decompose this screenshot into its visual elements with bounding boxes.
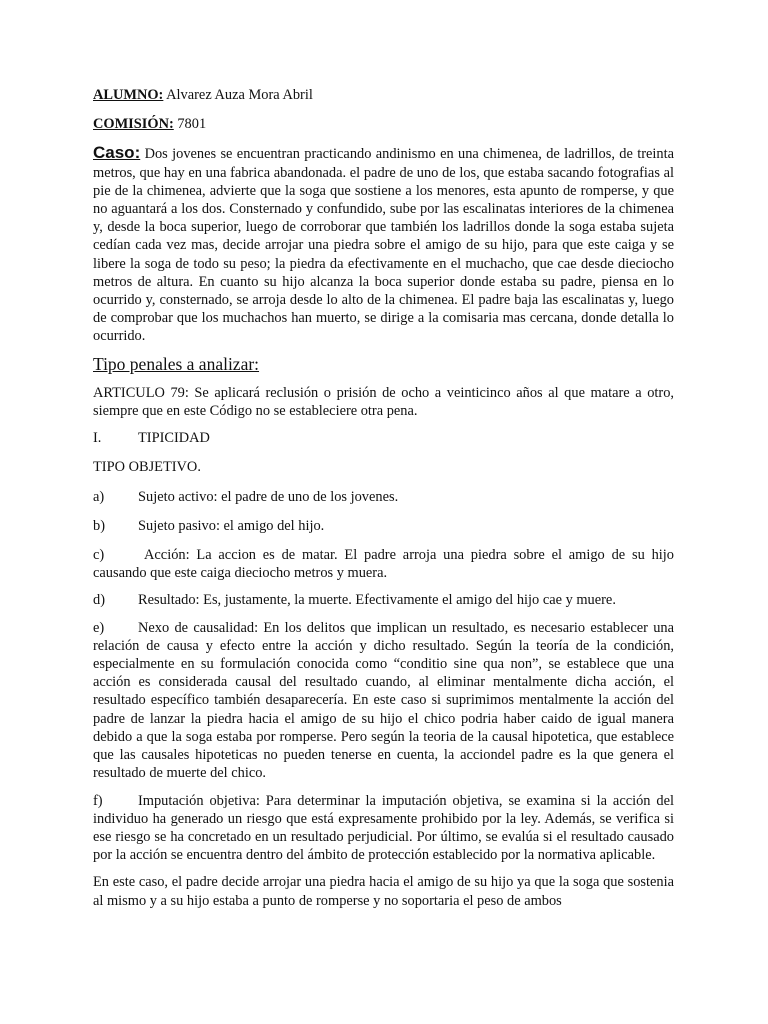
- list-item-text: Resultado: Es, justamente, la muerte. Efectivamente el amigo del hijo cae y muere.: [138, 592, 616, 609]
- section-number: I.: [93, 430, 102, 447]
- caso-label: Caso:: [93, 143, 141, 163]
- list-item-text: Acción: La accion es de matar. El padre arroja una piedra sobre el amigo de su hijo causando que este caiga dieciocho metros y muera.: [93, 547, 674, 582]
- tipo-heading: Tipo penales a analizar:: [93, 353, 260, 374]
- alumno-value: Alvarez Auza Mora Abril: [163, 87, 313, 103]
- list-item-text: Nexo de causalidad: En los delitos que implican un resultado, es necesario establecer una relación de causa y efecto entre la acción y dicho resultado. Según la teoría de la condición, especialmente en su formulación conocida como “conditio sine qua non”, se establece que una acción es considerada causal del resultado cuando, al eliminar mentalmente dicha acción, el resultado específico también desaparecería. En este caso si suprimimos mentalmente la acción del padre de lanzar la piedra hacia el amigo de su hijo el chico podria haber caido de igual manera debido a que la soga estaba por romperse. Pero según la teoria de la causal hipotetica, que establece que las causales hipoteticas no pueden tenerse en cuenta, la acciondel padre es la que genera el resultado de muerte del chico.: [93, 619, 674, 782]
- caso-text: Dos jovenes se encuentran practicando andinismo en una chimenea, de ladrillos, de treinta metros, que hay en una fabrica abandonada. el padre de uno de los, que estaba sacando fotografias al pie de la chimenea, advierte que la soga que sostiene a los menores, esta apunto de romperse, y que no aguantará a los dos. Consternado y confundido, sube por las escalinatas interiores de la chimenea y, desde la boca superior, luego de corroborar que también los ladrillos donde la soga estaba sujeta cedían cada vez mas, decide arrojar una piedra sobre el amigo de su hijo, para que este caiga y se libere la soga de todo su peso; la piedra da efectivamente en el muchacho, que cae desde dieciocho metros de altura. En cuanto su hijo alcanza la boca superior donde estaba su padre, piensa en lo ocurrido y, consternado, se arroja desde lo alto de la chimenea. El padre baja las escalinatas y, luego de comprobar que los muchachos han muerto, se dirige a la comisaria mas cercana, donde detalla lo ocurrido.: [93, 146, 674, 345]
- list-marker: a): [93, 488, 105, 505]
- alumno-line: [93, 86, 674, 104]
- section-title: TIPICIDAD: [138, 430, 210, 447]
- alumno-label: ALUMNO:: [93, 87, 164, 103]
- list-marker: f): [93, 792, 103, 809]
- caso-paragraph: [93, 144, 674, 345]
- list-marker: b): [93, 517, 105, 534]
- list-marker: c): [93, 547, 105, 564]
- list-item-e: [93, 619, 674, 783]
- list-item-d: [93, 591, 674, 609]
- list-item-f: [93, 792, 674, 865]
- document-page: [93, 86, 674, 919]
- list-item-text: Sujeto pasivo: el amigo del hijo.: [138, 517, 325, 534]
- list-item-text: Imputación objetiva: Para determinar la imputación objetiva, se examina si la acción del individuo ha generado un riesgo que está expresamente prohibido por la ley. Además, se verifica si ese riesgo se ha concretado en un resultado perjudicial. Por último, se evalúa si el resultado causado por la acción se encuentra dentro del ámbito de protección establecido por la normativa aplicable.: [93, 792, 674, 864]
- closing-paragraph: En este caso, el padre decide arrojar una piedra hacia el amigo de su hijo ya que la soga que sostenia al mismo y a su hijo estaba a punto de romperse y no soportaria el peso de ambos: [93, 874, 674, 909]
- tipo-objetivo-heading: TIPO OBJETIVO.: [93, 459, 201, 476]
- list-item-text: Sujeto activo: el padre de uno de los jovenes.: [138, 488, 399, 505]
- list-item-a: [93, 488, 674, 506]
- comision-line: [93, 115, 674, 133]
- list-item-b: [93, 517, 674, 535]
- list-item-c: [93, 546, 674, 582]
- comision-value: 7801: [173, 116, 207, 133]
- articulo-paragraph: ARTICULO 79: Se aplicará reclusión o prisión de ocho a veinticinco años al que matare a otro, siempre que en este Código no se estableciere otra pena.: [93, 384, 674, 420]
- section-heading: [93, 429, 674, 447]
- list-marker: e): [93, 619, 105, 636]
- list-marker: d): [93, 592, 105, 609]
- comision-label: COMISIÓN:: [93, 116, 174, 133]
